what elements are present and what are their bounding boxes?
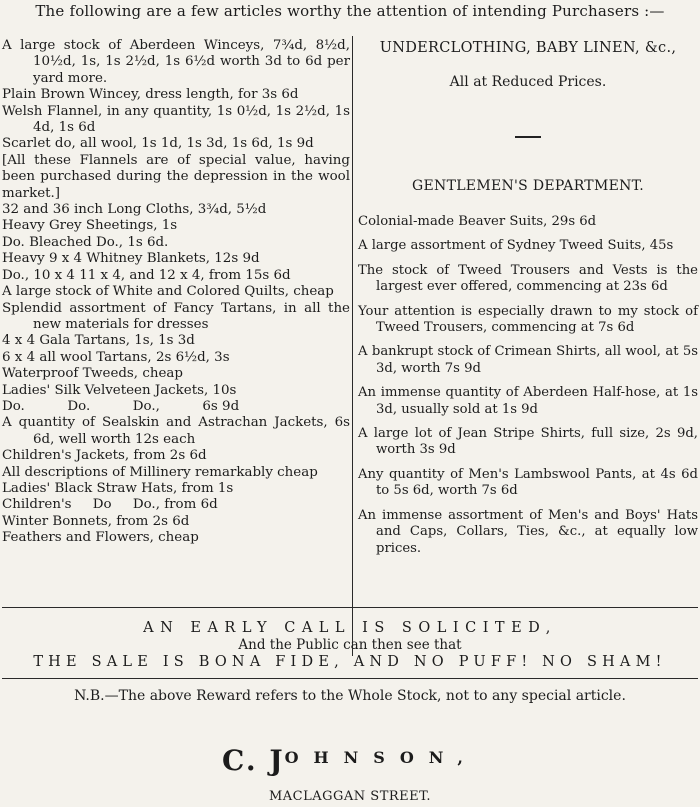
reduced-prices-note: All at Reduced Prices. — [449, 74, 607, 90]
list-item: Winter Bonnets, from 2s 6d — [2, 513, 190, 529]
list-item: Heavy Grey Sheetings, 1s — [2, 218, 178, 234]
list-item: Ladies' Black Straw Hats, from 1s — [2, 480, 234, 496]
signature-surname: OHNSON, — [284, 748, 478, 767]
section-divider — [515, 136, 541, 138]
list-item: A large lot of Jean Stripe Shirts, full size, 2s 9d, worth 3s 9d — [358, 426, 698, 458]
list-item: A large stock of Aberdeen Winceys, 7¾d, 8½d, 10½d, 1s, 1s 2½d, 1s 6½d worth 3d to 6d per yard more. — [2, 38, 350, 86]
list-item: Splendid assortment of Fancy Tartans, in all the new materials for dresses — [2, 300, 350, 332]
nb-divider — [2, 678, 698, 679]
nb-note: N.B.—The above Reward refers to the Whole Stock, not to any special article. — [74, 688, 626, 704]
list-item: Children's Do Do., from 6d — [2, 497, 218, 513]
left-column — [2, 38, 350, 547]
gentlemens-department-heading: GENTLEMEN'S DEPARTMENT. — [412, 178, 644, 194]
list-item: An immense assortment of Men's and Boys' Hats and Caps, Collars, Ties, &c., at equally low prices. — [358, 507, 698, 556]
list-item: Ladies' Silk Velveteen Jackets, 10s — [2, 382, 237, 398]
footer-divider — [2, 607, 698, 608]
list-item: Children's Jackets, from 2s 6d — [2, 448, 207, 464]
list-item: 6 x 4 all wool Tartans, 2s 6½d, 3s — [2, 349, 230, 365]
right-column — [358, 38, 698, 557]
list-item: A quantity of Sealskin and Astrachan Jackets, 6s 6d, well worth 12s each — [2, 415, 350, 447]
list-item: 4 x 4 Gala Tartans, 1s, 1s 3d — [2, 333, 195, 349]
list-item: A bankrupt stock of Crimean Shirts, all wool, at 5s 3d, worth 7s 9d — [358, 344, 698, 376]
list-item: Any quantity of Men's Lambswool Pants, at 4s 6d to 5s 6d, worth 7s 6d — [358, 466, 698, 499]
list-item: Your attention is especially drawn to my stock of Tweed Trousers, commencing at 7s 6d — [358, 303, 698, 336]
list-item: Do., 10 x 4 11 x 4, and 12 x 4, from 15s 6d — [2, 267, 291, 283]
list-item: Welsh Flannel, in any quantity, 1s 0½d, 1s 2½d, 1s 4d, 1s 6d — [2, 103, 350, 136]
signature-initials: C. J — [222, 744, 285, 777]
public-line: And the Public can then see that — [238, 637, 462, 653]
early-call-line: AN EARLY CALL IS SOLICITED, — [143, 620, 557, 636]
list-item: Do. Do. Do., 6s 9d — [2, 398, 240, 414]
list-item: Waterproof Tweeds, cheap — [2, 366, 183, 382]
list-item: An immense quantity of Aberdeen Half-hose, at 1s 3d, usually sold at 1s 9d — [358, 385, 698, 417]
list-item: A large assortment of Sydney Tweed Suits, 45s — [358, 238, 674, 254]
underclothing-heading: UNDERCLOTHING, BABY LINEN, &c., — [379, 40, 677, 56]
list-item: A large stock of White and Colored Quilts, cheap — [2, 284, 334, 300]
list-item: Scarlet do, all wool, 1s 1d, 1s 3d, 1s 6d, 1s 9d — [2, 136, 314, 152]
list-item-note: [All these Flannels are of special value, having been purchased during the depression in the wool market.] — [2, 152, 350, 201]
list-item: 32 and 36 inch Long Cloths, 3¾d, 5½d — [2, 202, 267, 218]
list-item: Plain Brown Wincey, dress length, for 3s 6d — [2, 87, 299, 103]
signature — [0, 744, 700, 777]
sale-line: THE SALE IS BONA FIDE, AND NO PUFF! NO SHAM! — [33, 654, 667, 670]
list-item: All descriptions of Millinery remarkably cheap — [2, 464, 318, 480]
list-item: Colonial-made Beaver Suits, 29s 6d — [358, 214, 597, 229]
list-item: Feathers and Flowers, cheap — [2, 530, 199, 546]
intro-heading: The following are a few articles worthy the attention of intending Purchasers :— — [35, 2, 665, 20]
list-item: Do. Bleached Do., 1s 6d. — [2, 234, 169, 250]
list-item: The stock of Tweed Trousers and Vests is the largest ever offered, commencing at 23s 6d — [358, 262, 698, 295]
column-divider — [352, 36, 353, 656]
street-address: MACLAGGAN STREET. — [268, 789, 432, 804]
list-item: Heavy 9 x 4 Whitney Blankets, 12s 9d — [2, 251, 260, 267]
